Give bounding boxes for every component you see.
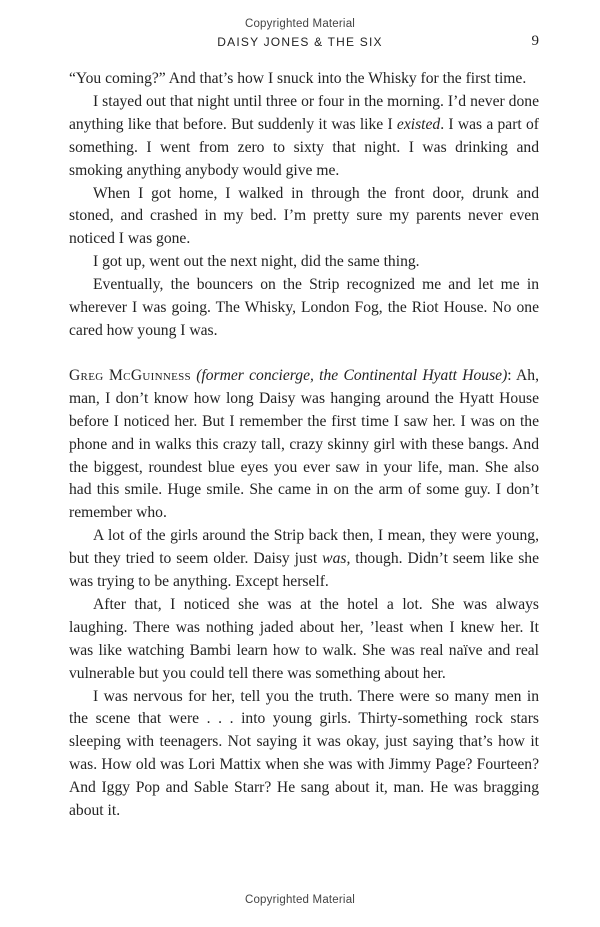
- paragraph: A lot of the girls around the Strip back then, I mean, they were young, but they tried to seem older. Daisy just was, though. Didn’t seem like she was trying to be anything. Except herself.: [69, 527, 539, 591]
- paragraph: Eventually, the bouncers on the Strip recognized me and let me in wherever I was going. The Whisky, London Fog, the Riot House. No one cared how young I was.: [69, 276, 539, 339]
- body-text: [69, 68, 539, 823]
- paragraph: I was nervous for her, tell you the truth. There were so many men in the scene that were . . . into young girls. Thirty-something rock stars sleeping with teenagers. Not saying it was okay, just saying that’s how it was. How old was Lori Mattix when she was with Jimmy Page? Fourteen? And Iggy Pop and Sable Starr? He sang about it, man. He was bragging about it.: [69, 687, 539, 820]
- speaker-name: Greg McGuinness: [69, 366, 191, 384]
- speaker-role: (former concierge, the Continental Hyatt House): [196, 366, 508, 384]
- page-number: 9: [531, 33, 539, 49]
- running-head-title: DAISY JONES & THE SIX: [217, 35, 383, 49]
- copyright-notice-top: Copyrighted Material: [244, 18, 356, 30]
- paragraph: After that, I noticed she was at the hotel a lot. She was always laughing. There was nothing jaded about her, ’least when I knew her. It was like watching Bambi learn how to walk. She was real naïve and real vulnerable but you could tell there was something about her.: [69, 595, 539, 682]
- speaker-paragraph: Greg McGuinness (former concierge, the Continental Hyatt House): Ah, man, I don’t know how long Daisy was hanging around the Hyatt House before I noticed her. But I remember the first time I saw her. I was on the phone and in walks this crazy tall, crazy skinny girl with these bangs. And the biggest, roundest blue eyes you ever saw in your life, man. She also had this smile. Huge smile. She came in on the arm of some guy. I don’t remember who.: [69, 366, 539, 522]
- paragraph: When I got home, I walked in through the front door, drunk and stoned, and crashed in my bed. I’m pretty sure my parents never even noticed I was gone.: [69, 184, 539, 248]
- paragraph: I stayed out that night until three or four in the morning. I’d never done anything like that before. But suddenly it was like I existed. I was a part of something. I went from zero to sixty that night. I was drinking and smoking anything anybody would give me.: [69, 92, 539, 179]
- paragraph: I got up, went out the next night, did the same thing.: [93, 253, 420, 271]
- paragraph: “You coming?” And that’s how I snuck into the Whisky for the first time.: [69, 70, 527, 87]
- copyright-notice-bottom: Copyrighted Material: [244, 894, 356, 906]
